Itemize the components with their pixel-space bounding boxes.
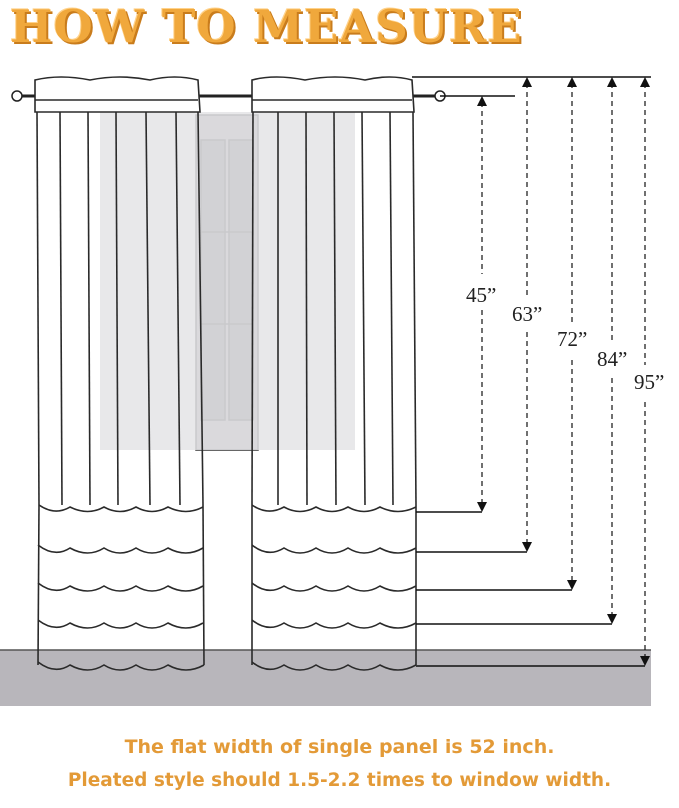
measurement-lines bbox=[416, 77, 650, 666]
caption-panel-width: The flat width of single panel is 52 inch. bbox=[124, 736, 555, 758]
measurement-label-72: 72” bbox=[557, 327, 588, 351]
measurement-label-45: 45” bbox=[466, 283, 497, 307]
floor bbox=[0, 650, 651, 706]
measurement-label-63: 63” bbox=[512, 302, 543, 326]
page-title: HOW TO MEASURE bbox=[10, 0, 523, 53]
measurement-label-95: 95” bbox=[634, 370, 665, 394]
measurement-label-84: 84” bbox=[597, 347, 628, 371]
caption-pleated-style: Pleated style should 1.5-2.2 times to window width. bbox=[67, 770, 612, 791]
